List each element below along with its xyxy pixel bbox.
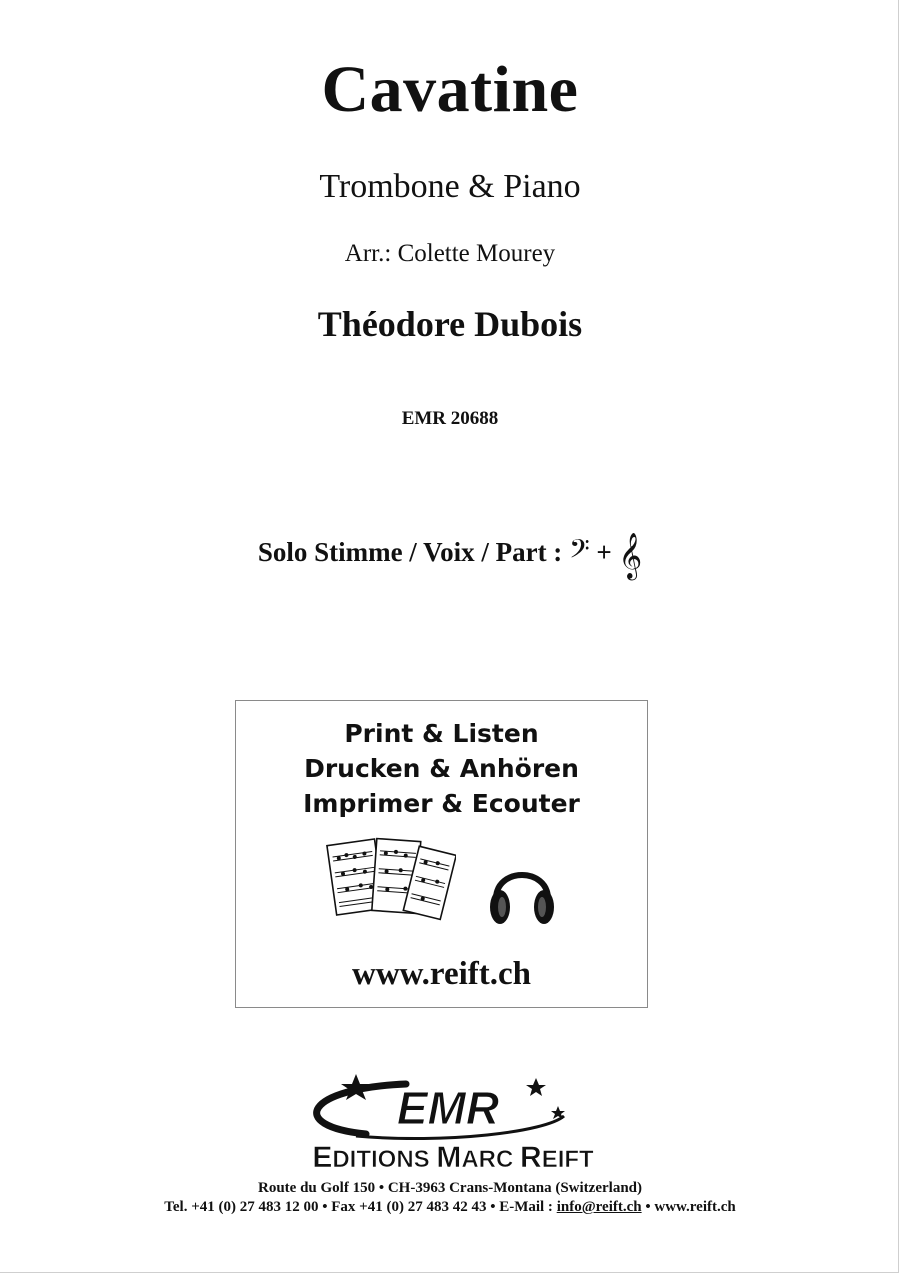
instrumentation: Trombone & Piano xyxy=(319,168,581,205)
plus-sign: + xyxy=(596,537,612,567)
publisher-contact xyxy=(0,1199,900,1216)
arranger: Arr.: Colette Mourey xyxy=(344,240,556,267)
emr-logo-text: EMR xyxy=(396,1082,500,1134)
catalog-number: EMR 20688 xyxy=(401,408,499,429)
promo-website[interactable]: www.reift.ch xyxy=(351,956,532,992)
svg-text:EDITIONS MARC REIFT xyxy=(312,1141,594,1174)
part-label: Solo Stimme / Voix / Part : xyxy=(257,537,563,567)
part-line xyxy=(0,533,900,579)
print-listen-box xyxy=(235,700,648,1008)
wordmark-ditions: DITIONS xyxy=(332,1146,437,1173)
bass-clef-icon: 𝄢 xyxy=(569,533,590,571)
wordmark-eift: EIFT xyxy=(541,1146,594,1173)
treble-clef-icon: 𝄞 xyxy=(618,533,643,579)
publisher-address: Route du Golf 150 • CH-3963 Crans-Montana (Switzerland) xyxy=(258,1180,642,1196)
contact-website: • www.reift.ch xyxy=(641,1199,736,1215)
publisher-wordmark xyxy=(236,1140,670,1174)
email-link[interactable]: info@reift.ch xyxy=(556,1199,642,1215)
wordmark-initial-m: M xyxy=(436,1141,462,1174)
promo-line-french: Imprimer & Ecouter xyxy=(303,789,580,818)
emr-logo xyxy=(296,1074,576,1140)
headphones-icon xyxy=(486,853,558,933)
wordmark-initial-e: E xyxy=(312,1141,333,1174)
piece-title: Cavatine xyxy=(321,53,579,126)
composer: Théodore Dubois xyxy=(317,304,583,344)
promo-line-german: Drucken & Anhören xyxy=(304,754,579,783)
sheet-music-icon xyxy=(326,834,456,926)
wordmark-arc: ARC xyxy=(461,1146,521,1173)
promo-line-english: Print & Listen xyxy=(344,719,539,748)
wordmark-initial-r: R xyxy=(520,1141,542,1174)
contact-phone-fax: Tel. +41 (0) 27 483 12 00 • Fax +41 (0) 27 483 42 43 • E-Mail : xyxy=(164,1199,557,1215)
